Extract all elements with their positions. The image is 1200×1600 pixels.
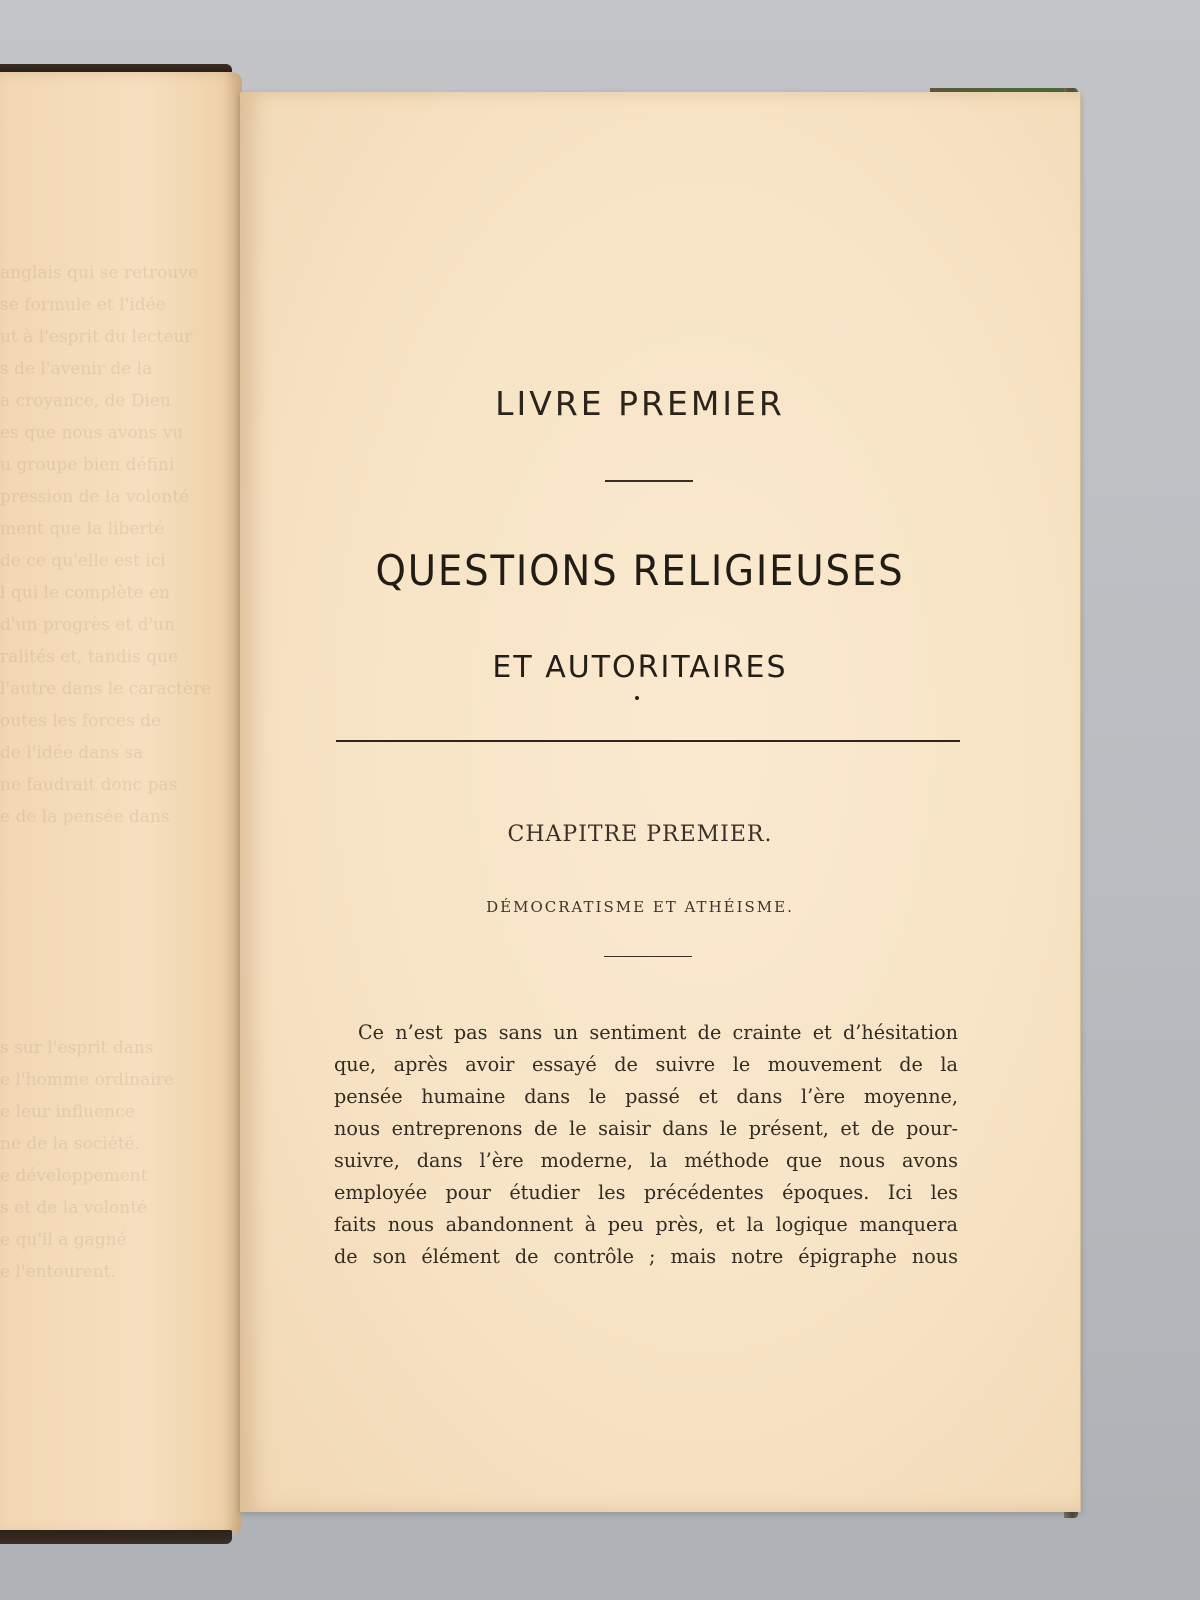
left-page-bleed-through-lower: s sur l'esprit dans e l'homme ordinaire e leur influence ne de la société. e développement s et de la volonté e qu'il a gagné e l'entourent. (0, 1038, 174, 1282)
right-page (240, 92, 1081, 1512)
chapter-subtitle: DÉMOCRATISME ET ATHÉISME. (486, 898, 794, 916)
ink-speck (635, 696, 639, 700)
body-line: que, après avoir essayé de suivre le mouvement de la (334, 1053, 958, 1076)
chapter-title: CHAPITRE PREMIER. (507, 822, 773, 847)
body-line: pensée humaine dans le passé et dans l’ère moyenne, (334, 1085, 958, 1108)
left-page (0, 72, 242, 1534)
body-line: Ce n’est pas sans un sentiment de crainte et d’hésitation (358, 1021, 958, 1044)
body-paragraph (334, 1017, 958, 1273)
book-title: LIVRE PREMIER (495, 384, 785, 423)
body-line: nous entreprenons de le saisir dans le présent, et de pour- (334, 1117, 958, 1140)
title-divider-rule (605, 480, 693, 482)
sub-title: ET AUTORITAIRES (492, 650, 788, 685)
body-line: employée pour étudier les précédentes époques. Ici les (334, 1181, 958, 1204)
section-divider-rule (336, 740, 960, 742)
book-binding-bottom (0, 1530, 232, 1544)
body-line: suivre, dans l’ère moderne, la méthode que nous avons (334, 1149, 958, 1172)
body-line: de son élément de contrôle ; mais notre épigraphe nous (334, 1245, 958, 1268)
left-page-bleed-through: anglais qui se retrouve se formule et l'idée ut à l'esprit du lecteur s de l'avenir de la a croyance, de Dieu es que nous avons vu u groupe bien défini pression de la volonté ment que la liberté de ce qu'elle est ici l qui le complète en d'un progrès et d'un ralités et, tandis que l'autre dans le caractère outes les forces de de l'idée dans sa ne faudrait donc pas e de la pensée dans (0, 263, 212, 827)
body-line: faits nous abandonnent à peu près, et la logique manquera (334, 1213, 958, 1236)
chapter-divider-rule (604, 956, 692, 957)
main-title: QUESTIONS RELIGIEUSES (375, 546, 905, 595)
